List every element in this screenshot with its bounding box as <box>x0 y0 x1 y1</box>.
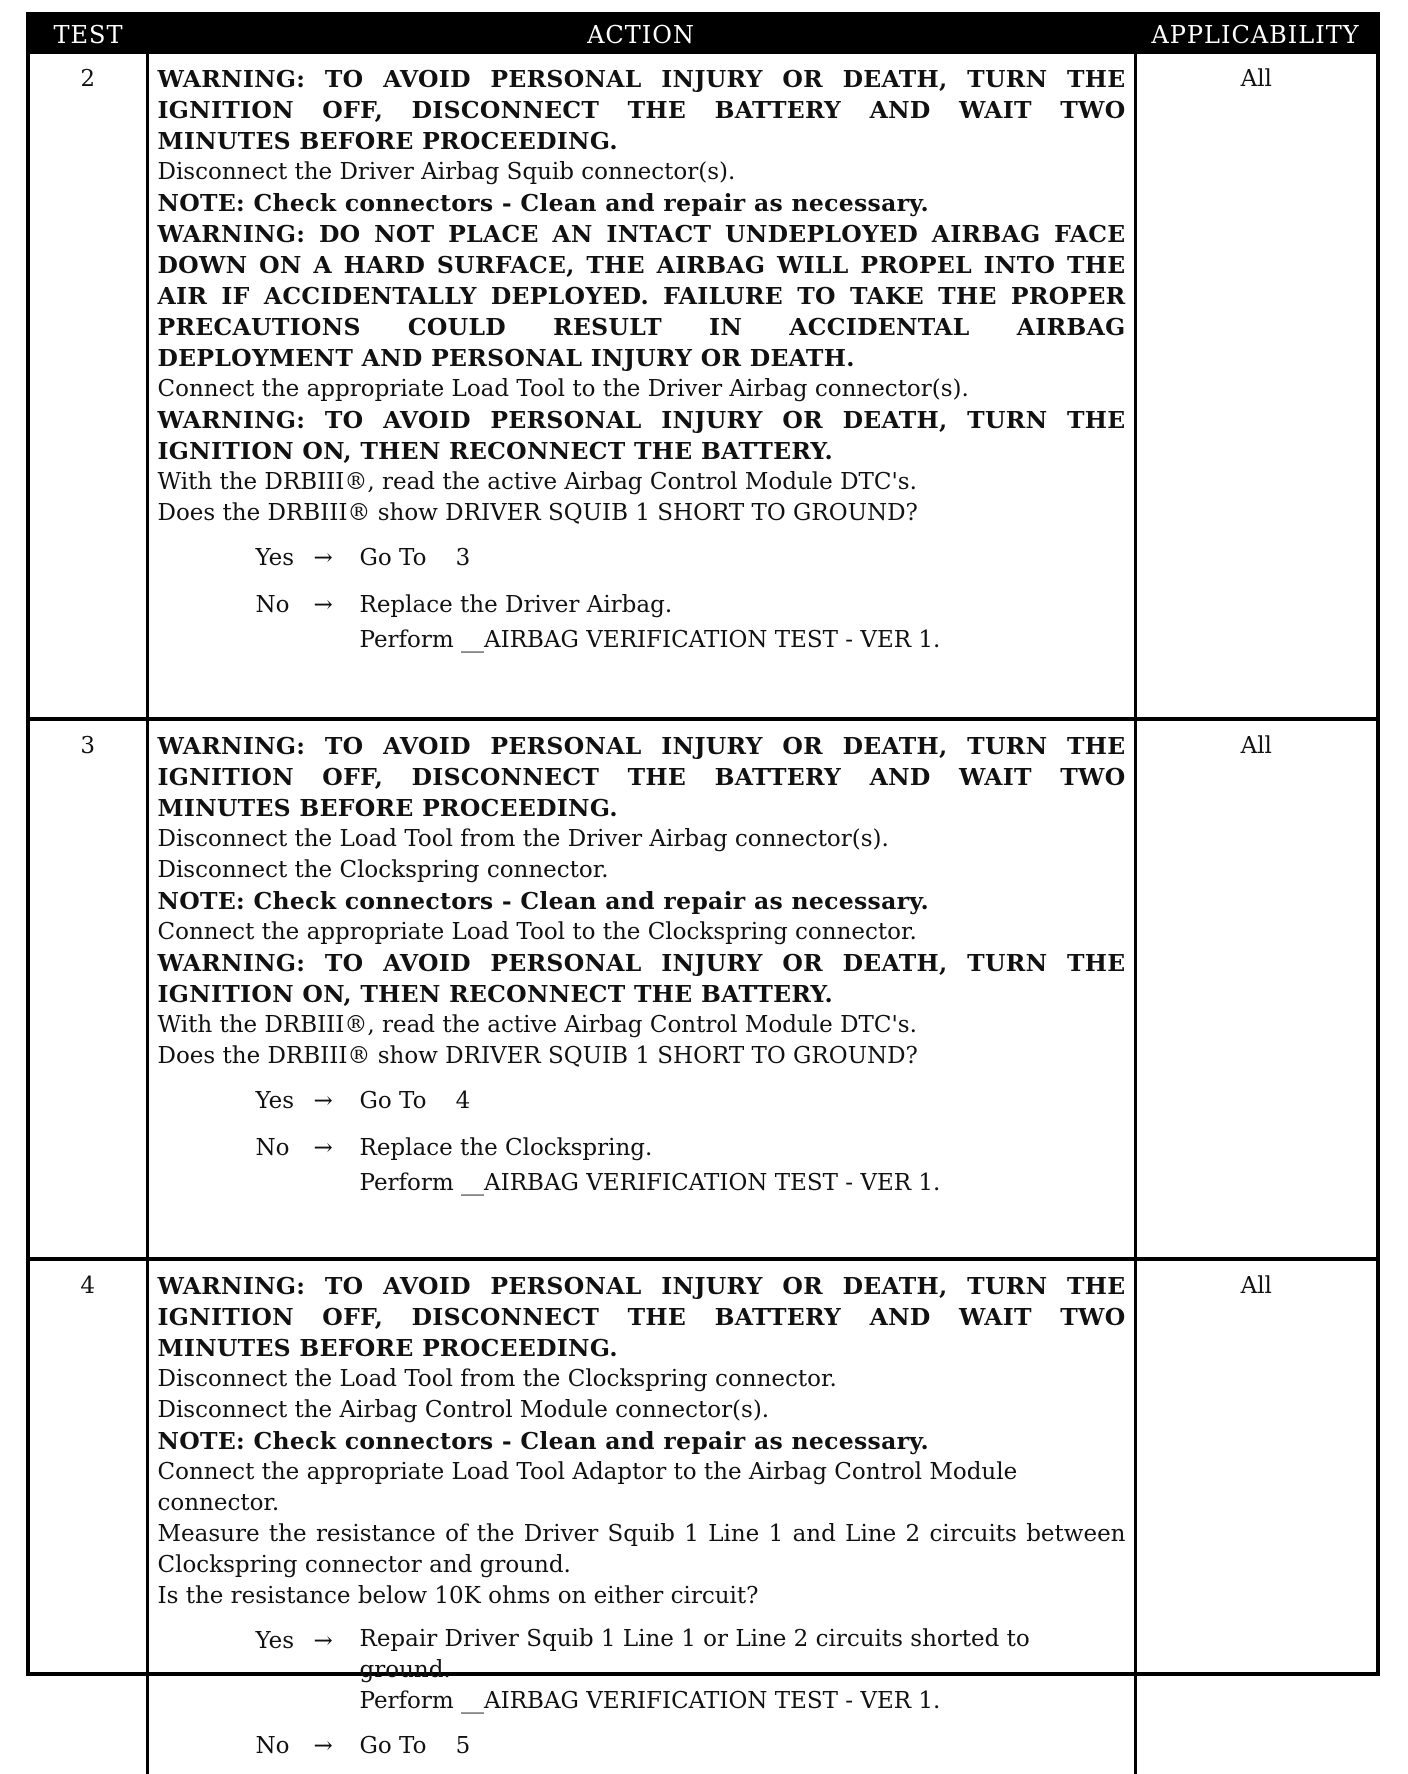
result-answer: Yes <box>255 1628 295 1654</box>
note-text: NOTE: Check connectors - Clean and repair as necessary. <box>157 189 930 217</box>
action-cell <box>147 1259 1135 1774</box>
result-line: Replace the Clockspring. <box>359 1135 653 1161</box>
result-action <box>360 1084 1126 1119</box>
header-action: ACTION <box>147 16 1135 54</box>
test-number: 2 <box>80 66 96 92</box>
step-text: Disconnect the Driver Airbag Squib connector(s). <box>157 159 736 185</box>
result-yes <box>158 1084 1126 1119</box>
result-yes <box>158 1624 1126 1717</box>
result-line: Perform __AIRBAG VERIFICATION TEST - VER 1. <box>359 627 941 653</box>
result-answer: No <box>255 1733 290 1759</box>
question-text: Is the resistance below 10K ohms on either circuit? <box>157 1583 759 1609</box>
result-answer: Yes <box>255 1088 295 1114</box>
result-line: Perform __AIRBAG VERIFICATION TEST - VER 1. <box>359 1688 941 1714</box>
header-row <box>30 16 1376 54</box>
arrow-icon: → <box>313 545 333 571</box>
warning-text: WARNING: TO AVOID PERSONAL INJURY OR DEATH, TURN THE IGNITION OFF, DISCONNECT THE BATTERY AND WAIT TWO MINUTES BEFORE PROCEEDING. <box>157 65 1126 155</box>
warning-text: WARNING: TO AVOID PERSONAL INJURY OR DEATH, TURN THE IGNITION OFF, DISCONNECT THE BATTERY AND WAIT TWO MINUTES BEFORE PROCEEDING. <box>157 732 1126 822</box>
test-number: 4 <box>30 1259 147 1774</box>
header-test: TEST <box>30 16 147 54</box>
step-text: Measure the resistance of the Driver Squib 1 Line 1 and Line 2 circuits between Clockspring connector and ground. <box>157 1521 1126 1578</box>
step-text: With the DRBIII®, read the active Airbag Control Module DTC's. <box>157 1012 917 1038</box>
test-number: 3 <box>30 719 147 1259</box>
step-text: Disconnect the Load Tool from the Driver Airbag connector(s). <box>157 826 889 852</box>
test-row <box>30 1259 1376 1774</box>
action-cell <box>147 54 1135 719</box>
result-line: Go To 5 <box>359 1733 471 1759</box>
header-applicability: APPLICABILITY <box>1135 16 1376 54</box>
result-yes <box>158 541 1126 576</box>
applicability-value: All <box>1135 54 1376 719</box>
test-row <box>30 719 1376 1259</box>
result-action <box>360 1131 1126 1201</box>
step-text: Disconnect the Clockspring connector. <box>157 857 609 883</box>
result-line: Replace the Driver Airbag. <box>359 592 673 618</box>
step-text: With the DRBIII®, read the active Airbag Control Module DTC's. <box>157 469 917 495</box>
result-action <box>360 1729 1126 1764</box>
applicability-value: All <box>1135 719 1376 1259</box>
step-text: Disconnect the Load Tool from the Clockspring connector. <box>157 1366 837 1392</box>
warning-text: WARNING: TO AVOID PERSONAL INJURY OR DEATH, TURN THE IGNITION OFF, DISCONNECT THE BATTERY AND WAIT TWO MINUTES BEFORE PROCEEDING. <box>157 1272 1126 1362</box>
arrow-icon: → <box>313 1135 333 1161</box>
arrow-icon: → <box>313 1733 333 1759</box>
result-answer: No <box>255 1135 290 1161</box>
test-row <box>30 54 1376 719</box>
result-answer: No <box>255 592 290 618</box>
result-action <box>360 541 1126 576</box>
action-cell <box>147 719 1135 1259</box>
test-table <box>30 16 1376 1774</box>
note-text: NOTE: Check connectors - Clean and repair as necessary. <box>157 887 930 915</box>
step-text: Disconnect the Airbag Control Module connector(s). <box>157 1397 770 1423</box>
applicability-value: All <box>1135 1259 1376 1774</box>
result-action <box>360 1624 1126 1717</box>
result-action <box>360 588 1126 658</box>
arrow-icon: → <box>313 1088 333 1114</box>
step-text: Connect the appropriate Load Tool to the Driver Airbag connector(s). <box>157 376 969 402</box>
result-answer: Yes <box>255 545 295 571</box>
result-line: Perform __AIRBAG VERIFICATION TEST - VER 1. <box>359 1170 941 1196</box>
step-text: Connect the appropriate Load Tool Adaptor to the Airbag Control Module connector. <box>157 1459 1018 1516</box>
result-line: Go To 4 <box>359 1088 471 1114</box>
step-text: Connect the appropriate Load Tool to the Clockspring connector. <box>157 919 917 945</box>
diagnostic-table <box>26 12 1380 1759</box>
result-line: Go To 3 <box>359 545 471 571</box>
result-no <box>158 588 1126 658</box>
result-line: Repair Driver Squib 1 Line 1 or Line 2 circuits shorted to ground. <box>359 1626 1030 1683</box>
arrow-icon: → <box>313 1628 333 1654</box>
question-text: Does the DRBIII® show DRIVER SQUIB 1 SHORT TO GROUND? <box>157 1043 918 1069</box>
warning-text: WARNING: DO NOT PLACE AN INTACT UNDEPLOYED AIRBAG FACE DOWN ON A HARD SURFACE, THE AIRBAG WILL PROPEL INTO THE AIR IF ACCIDENTALLY DEPLOYED. FAILURE TO TAKE THE PROPER PRECAUTIONS COULD RESULT IN ACCIDENTAL AIRBAG DEPLOYMENT AND PERSONAL INJURY OR DEATH. <box>157 220 1126 372</box>
note-text: NOTE: Check connectors - Clean and repair as necessary. <box>157 1427 930 1455</box>
question-text: Does the DRBIII® show DRIVER SQUIB 1 SHORT TO GROUND? <box>157 500 918 526</box>
arrow-icon: → <box>313 592 333 618</box>
result-no <box>158 1131 1126 1201</box>
result-no <box>158 1729 1126 1764</box>
warning-text: WARNING: TO AVOID PERSONAL INJURY OR DEATH, TURN THE IGNITION ON, THEN RECONNECT THE BATTERY. <box>157 949 1126 1008</box>
warning-text: WARNING: TO AVOID PERSONAL INJURY OR DEATH, TURN THE IGNITION ON, THEN RECONNECT THE BATTERY. <box>157 406 1126 465</box>
